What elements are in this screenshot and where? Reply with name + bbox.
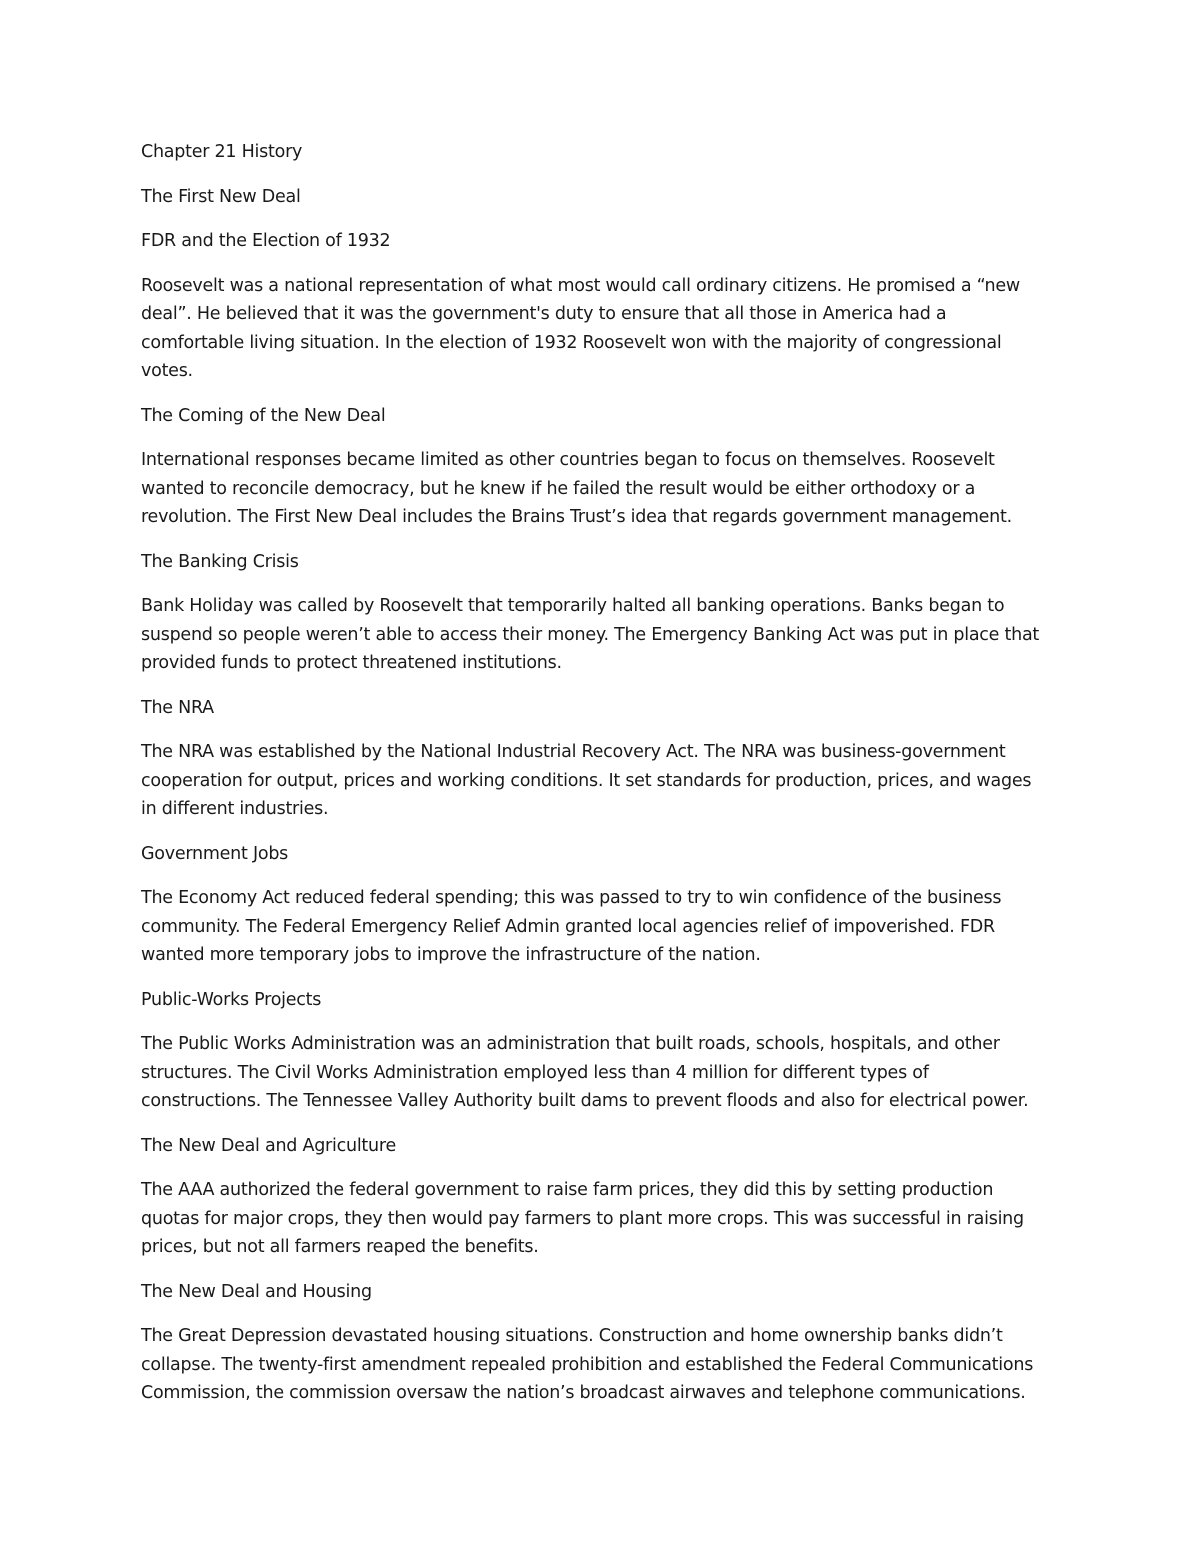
paragraph-line: structures. The Civil Works Administration employed less than 4 million for different types of [141, 1062, 929, 1083]
paragraph-government-jobs [141, 884, 1066, 970]
document-body [141, 138, 1066, 1424]
chapter-title: Chapter 21 History [141, 142, 303, 162]
section-heading-nra: The NRA [141, 697, 214, 718]
paragraph-line: The Economy Act reduced federal spending; this was passed to try to win confidence of the business [141, 888, 1002, 908]
paragraph-line: provided funds to protect threatened institutions. [141, 653, 562, 673]
paragraph-public-works [141, 1030, 1066, 1116]
section-heading-coming-new-deal: The Coming of the New Deal [141, 405, 386, 426]
paragraph-line: Commission, the commission oversaw the nation’s broadcast airwaves and telephone communications. [141, 1383, 1026, 1403]
section-heading-banking-crisis: The Banking Crisis [141, 551, 299, 572]
paragraph-line: The NRA was established by the National Industrial Recovery Act. The NRA was business-government [141, 742, 1006, 762]
paragraph-line: The Great Depression devastated housing situations. Construction and home ownership banks didn’t [141, 1326, 1003, 1346]
section-heading-housing: The New Deal and Housing [141, 1281, 372, 1302]
section-heading-agriculture: The New Deal and Agriculture [141, 1135, 396, 1156]
paragraph-banking-crisis [141, 592, 1066, 678]
paragraph-housing [141, 1322, 1066, 1408]
part-title: The First New Deal [141, 186, 301, 207]
paragraph-line: suspend so people weren’t able to access their money. The Emergency Banking Act was put in place that [141, 624, 1040, 645]
paragraph-agriculture [141, 1176, 1066, 1262]
paragraph-line: wanted to reconcile democracy, but he knew if he failed the result would be either orthodoxy or a [141, 478, 976, 499]
section-heading-public-works: Public-Works Projects [141, 989, 322, 1010]
paragraph-line: constructions. The Tennessee Valley Authority built dams to prevent floods and also for electrical power. [141, 1091, 1029, 1111]
paragraph-line: revolution. The First New Deal includes the Brains Trust’s idea that regards government management. [141, 507, 1012, 527]
paragraph-line: wanted more temporary jobs to improve the infrastructure of the nation. [141, 945, 761, 965]
paragraph-line: cooperation for output, prices and working conditions. It set standards for production, prices, and wages [141, 770, 1032, 791]
paragraph-line: quotas for major crops, they then would pay farmers to plant more crops. This was successful in raising [141, 1208, 1024, 1229]
paragraph-line: Roosevelt was a national representation of what most would call ordinary citizens. He promised a “new [141, 275, 1020, 296]
paragraph-coming-new-deal [141, 446, 1066, 532]
paragraph-line: The AAA authorized the federal government to raise farm prices, they did this by setting production [141, 1180, 994, 1200]
paragraph-line: International responses became limited as other countries began to focus on themselves. Roosevelt [141, 450, 995, 470]
paragraph-line: Bank Holiday was called by Roosevelt that temporarily halted all banking operations. Banks began to [141, 596, 1005, 616]
paragraph-line: comfortable living situation. In the election of 1932 Roosevelt won with the majority of congressional [141, 332, 1002, 353]
paragraph-line: collapse. The twenty-first amendment repealed prohibition and established the Federal Communications [141, 1354, 1034, 1375]
paragraph-line: deal”. He believed that it was the government's duty to ensure that all those in America had a [141, 304, 947, 324]
paragraph-line: The Public Works Administration was an administration that built roads, schools, hospitals, and other [141, 1034, 1000, 1054]
paragraph-election-1932 [141, 272, 1066, 386]
paragraph-line: votes. [141, 361, 193, 381]
section-heading-government-jobs: Government Jobs [141, 843, 289, 864]
paragraph-line: prices, but not all farmers reaped the benefits. [141, 1237, 539, 1257]
section-heading-election-1932: FDR and the Election of 1932 [141, 231, 391, 251]
paragraph-nra [141, 738, 1066, 824]
paragraph-line: in different industries. [141, 799, 329, 819]
paragraph-line: community. The Federal Emergency Relief Admin granted local agencies relief of impoverished. FDR [141, 916, 995, 937]
